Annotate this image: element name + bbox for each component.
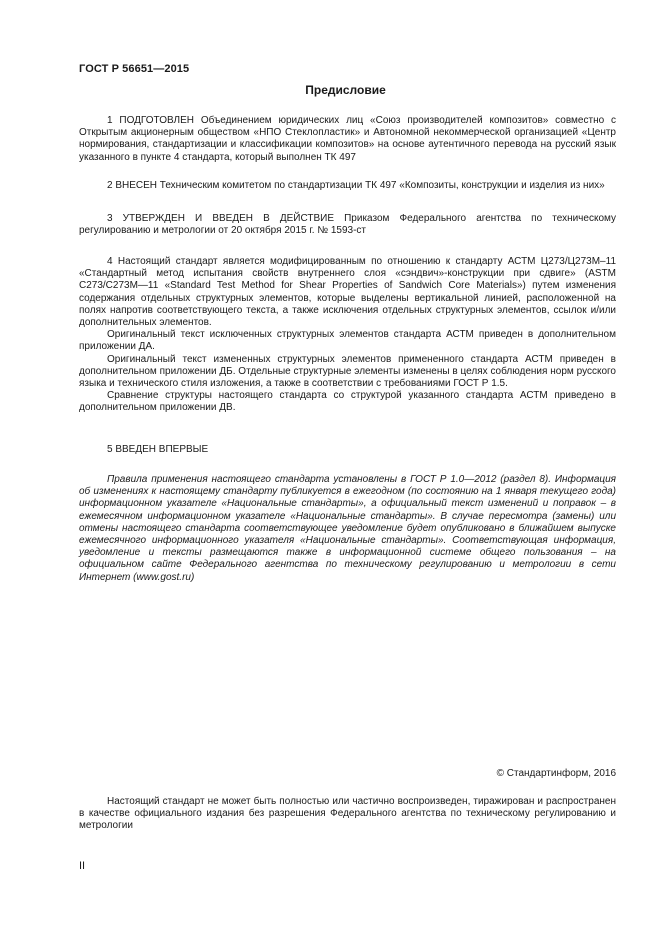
application-rules-text: Правила применения настоящего стандарта установлены в ГОСТ Р 1.0—2012 (раздел 8). Информация об изменениях к настоящему стандарту публикуется в ежегодном (по состоянию на 1 января текущего года) информационном указателе «Национальные стандарты», а официальный текст изменений и поправок – в ежемесячном информационном указателе «Национальные стандарты». В случае пересмотра (замены) или отмены настоящего стандарта соответствующее уведомление будет опубликовано в ближайшем выпуске ежемесячного информационного указателя «Национальные стандарты». Соответствующая информация, уведомление и тексты размещаются также в информационной системе общего пользования – на официальном сайте Федерального агентства по техническому регулированию и метрологии в сети Интернет (www.gost.ru) [79,474,616,583]
section-3-approved [79,213,616,237]
section-4-paragraph-4: Сравнение структуры настоящего стандарта со структурой указанного стандарта АСТМ приведено в дополнительном приложении ДВ. [79,390,616,414]
section-3-text: 3 УТВЕРЖДЕН И ВВЕДЕН В ДЕЙСТВИЕ Приказом Федерального агентства по техническому регулированию и метрологии от 20 октября 2015 г. № 1593-ст [79,213,616,237]
section-1-prepared [79,115,616,164]
section-4-paragraph-1: 4 Настоящий стандарт является модифицированным по отношению к стандарту АСТМ Ц273/Ц273М–11 «Стандартный метод испытания свойств внутреннего слоя «сэндвич»-конструкции при сдвиге» (ASTM C273/C273M—11 «Standard Test Method for Shear Properties of Sandwich Core Materials») путем изменения содержания отдельных структурных элементов, которые выделены вертикальной линией, расположенной на полях напротив соответствующего текста, а также исключения отдельных структурных элементов, ссылок и/или дополнительных элементов. [79,256,616,329]
section-5-introduced [79,444,616,456]
section-2-text: 2 ВНЕСЕН Техническим комитетом по стандартизации ТК 497 «Композиты, конструкции и изделия из них» [107,180,605,191]
section-4-paragraph-3: Оригинальный текст измененных структурных элементов примененного стандарта АСТМ приведен в дополнительном приложении ДБ. Отдельные структурные элементы изменены в целях соблюдения норм русского языка и технического стиля изложения, а также в соответствии с требованиями ГОСТ Р 1.5. [79,353,616,390]
section-4-paragraph-2: Оригинальный текст исключенных структурных элементов стандарта АСТМ приведен в дополнительном приложении ДА. [79,329,616,353]
section-4-modification [79,256,616,415]
copyright-line: © Стандартинформ, 2016 [496,768,616,779]
standard-id: ГОСТ Р 56651—2015 [79,63,190,75]
application-rules-notice [79,474,616,584]
page-title: Предисловие [305,83,386,97]
section-1-text: 1 ПОДГОТОВЛЕН Объединением юридических лиц «Союз производителей композитов» совместно с Открытым акционерным обществом «НПО Стеклопластик» и Автономной некоммерческой организацией «Центр нормирования, стандартизации и классификации композитов» на основе аутентичного перевода на русский язык указанного в пункте 4 стандарта, который выполнен ТК 497 [79,115,616,163]
page-number: II [79,860,86,872]
section-2-submitted [79,180,616,192]
section-5-text: 5 ВВЕДЕН ВПЕРВЫЕ [107,444,209,455]
reproduction-notice [79,796,616,833]
reproduction-text: Настоящий стандарт не может быть полностью или частично воспроизведен, тиражирован и распространен в качестве официального издания без разрешения Федерального агентства по техническому регулированию и метрологии [79,796,616,832]
